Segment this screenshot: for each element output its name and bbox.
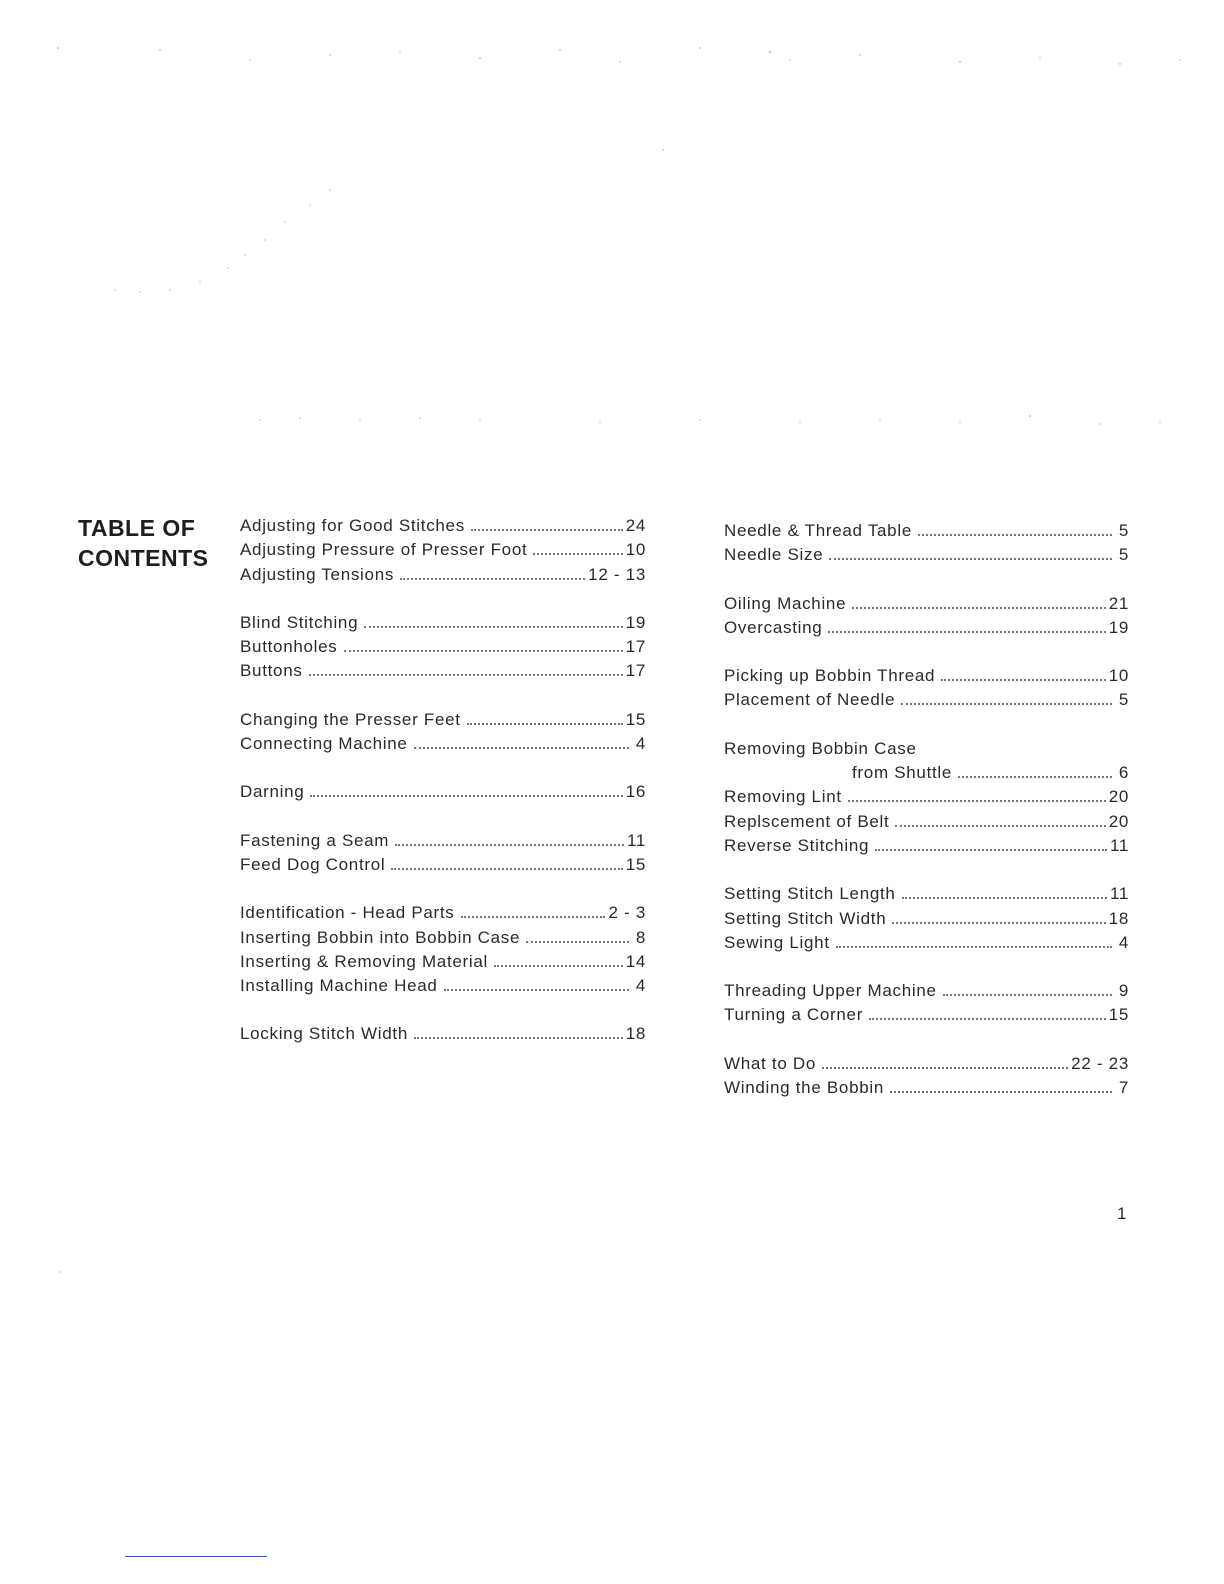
toc-entry <box>724 785 1129 809</box>
toc-entry-page: 16 <box>625 782 646 802</box>
dot-leader <box>471 529 623 531</box>
toc-group <box>724 592 1129 641</box>
dot-leader <box>310 795 622 797</box>
toc-entry-page: 17 <box>625 637 646 657</box>
toc-entry <box>724 907 1129 931</box>
toc-entry <box>240 659 646 683</box>
toc-entry-label: Sewing Light <box>724 932 830 952</box>
toc-entry-label: Replscement of Belt <box>724 811 890 831</box>
toc-entry <box>240 563 646 587</box>
toc-entry-page: 15 <box>625 854 646 874</box>
toc-entry-page: 18 <box>1108 908 1129 928</box>
toc-entry <box>240 1022 646 1046</box>
toc-entry-page: 22 - 23 <box>1071 1053 1129 1073</box>
page-number: 1 <box>1117 1204 1127 1223</box>
toc-entry <box>724 592 1129 616</box>
dot-leader <box>309 674 623 676</box>
toc-group <box>240 780 646 804</box>
dot-leader <box>364 626 622 628</box>
toc-left-column <box>240 514 646 1071</box>
heading-line-2: CONTENTS <box>78 545 209 571</box>
toc-entry-label: Inserting & Removing Material <box>240 951 489 971</box>
toc-entry-label: Feed Dog Control <box>240 854 386 874</box>
toc-entry-label: Needle Size <box>724 545 824 565</box>
toc-entry <box>724 737 1129 761</box>
toc-entry <box>240 732 646 756</box>
dot-leader <box>828 631 1105 633</box>
toc-entry-page: 12 - 13 <box>588 564 646 584</box>
dot-leader <box>852 607 1105 609</box>
toc-entry-label: Picking up Bobbin Thread <box>724 666 936 686</box>
toc-entry-label: Locking Stitch Width <box>240 1024 409 1044</box>
toc-entry <box>240 708 646 732</box>
toc-entry-page: 7 <box>1118 1078 1129 1098</box>
toc-entry <box>240 829 646 853</box>
dot-leader <box>869 1018 1106 1020</box>
dot-leader <box>918 534 1112 536</box>
dot-leader <box>414 1037 623 1039</box>
toc-entry <box>240 611 646 635</box>
toc-entry <box>724 664 1129 688</box>
dot-leader <box>822 1067 1068 1069</box>
toc-entry-page: 17 <box>625 661 646 681</box>
toc-entry <box>240 780 646 804</box>
toc-entry <box>724 688 1129 712</box>
dot-leader <box>848 800 1106 802</box>
dot-leader <box>892 922 1105 924</box>
dot-leader <box>526 941 629 943</box>
toc-entry-page: 5 <box>1118 545 1129 565</box>
toc-entry-label: Adjusting Tensions <box>240 564 395 584</box>
toc-entry-label: Needle & Thread Table <box>724 521 912 540</box>
toc-entry-page: 2 - 3 <box>608 903 646 923</box>
toc-entry-page: 19 <box>1108 617 1129 637</box>
toc-entry-label: Buttons <box>240 661 303 681</box>
dot-leader <box>494 965 623 967</box>
toc-entry-page: 18 <box>625 1024 646 1044</box>
toc-entry-label: Fastening a Seam <box>240 830 390 850</box>
toc-entry-page: 4 <box>635 734 646 754</box>
toc-entry-label: Buttonholes <box>240 637 338 657</box>
toc-entry-label: Connecting Machine <box>240 734 408 754</box>
toc-entry <box>240 950 646 974</box>
toc-entry <box>724 616 1129 640</box>
dot-leader <box>895 825 1105 827</box>
toc-entry-page: 19 <box>625 612 646 632</box>
toc-right-column <box>724 519 1129 1124</box>
toc-entry <box>240 514 646 538</box>
dot-leader <box>395 844 624 846</box>
toc-entry <box>724 761 1129 785</box>
toc-entry-label: Darning <box>240 782 305 802</box>
scan-edge-line <box>125 1556 267 1557</box>
toc-entry <box>724 834 1129 858</box>
toc-entry-label: Oiling Machine <box>724 593 847 613</box>
toc-entry-label: Inserting Bobbin into Bobbin Case <box>240 927 521 947</box>
toc-group <box>724 1052 1129 1101</box>
toc-entry-label: Turning a Corner <box>724 1005 864 1025</box>
toc-entry-page: 11 <box>1109 835 1129 855</box>
dot-leader <box>902 897 1107 899</box>
toc-entry <box>240 974 646 998</box>
toc-entry-page: 9 <box>1118 981 1129 1001</box>
toc-entry-page: 6 <box>1118 763 1129 783</box>
toc-entry-label: Installing Machine Head <box>240 976 438 996</box>
dot-leader <box>467 723 623 725</box>
toc-group <box>724 664 1129 713</box>
toc-entry <box>240 635 646 659</box>
toc-entry-label: Identification - Head Parts <box>240 903 455 923</box>
toc-entry <box>240 853 646 877</box>
toc-group <box>724 519 1129 568</box>
toc-entry-label: Placement of Needle <box>724 690 896 710</box>
heading-line-1: TABLE OF <box>78 515 196 541</box>
toc-entry <box>724 810 1129 834</box>
toc-entry-label: Changing the Presser Feet <box>240 709 461 729</box>
toc-entry <box>724 1052 1129 1076</box>
toc-entry <box>724 931 1129 955</box>
dot-leader <box>890 1091 1112 1093</box>
table-of-contents-heading <box>78 513 209 573</box>
toc-entry-page: 10 <box>625 540 646 560</box>
toc-entry-label: What to Do <box>724 1053 817 1073</box>
dot-leader <box>400 578 585 580</box>
dot-leader <box>901 703 1112 705</box>
toc-entry-page: 20 <box>1108 787 1129 807</box>
toc-group <box>724 979 1129 1028</box>
dot-leader <box>533 553 622 555</box>
toc-entry <box>724 543 1129 567</box>
toc-entry-page: 8 <box>635 927 646 947</box>
toc-entry-page: 15 <box>1108 1005 1129 1025</box>
toc-entry <box>240 901 646 925</box>
dot-leader <box>836 946 1112 948</box>
toc-entry-page: 10 <box>1108 666 1129 686</box>
dot-leader <box>414 747 629 749</box>
toc-group <box>240 829 646 878</box>
toc-entry <box>724 519 1129 543</box>
toc-entry-label: Adjusting Pressure of Presser Foot <box>240 540 528 560</box>
toc-entry <box>724 1003 1129 1027</box>
toc-entry-page: 4 <box>1118 932 1129 952</box>
toc-entry-page: 5 <box>1118 690 1129 710</box>
toc-entry-page: 21 <box>1108 593 1129 613</box>
toc-entry-page: 24 <box>625 516 646 535</box>
toc-entry-label: Adjusting for Good Stitches <box>240 516 465 535</box>
toc-entry <box>240 926 646 950</box>
toc-entry-page: 11 <box>626 830 646 850</box>
toc-entry <box>724 882 1129 906</box>
toc-group <box>240 611 646 684</box>
dot-leader <box>344 650 623 652</box>
toc-group <box>240 514 646 587</box>
dot-leader <box>875 849 1107 851</box>
toc-group <box>240 708 646 757</box>
toc-group <box>724 737 1129 858</box>
toc-group <box>724 882 1129 955</box>
dot-leader <box>943 994 1112 996</box>
toc-group <box>240 1022 646 1046</box>
toc-entry <box>724 1076 1129 1100</box>
toc-entry <box>240 538 646 562</box>
toc-entry <box>724 979 1129 1003</box>
dot-leader <box>941 679 1106 681</box>
toc-group <box>240 901 646 998</box>
toc-entry-page: 5 <box>1118 521 1129 540</box>
toc-entry-label: Setting Stitch Length <box>724 884 896 904</box>
toc-entry-label: Blind Stitching <box>240 612 359 632</box>
dot-leader <box>391 868 622 870</box>
toc-entry-label: Removing Bobbin Case <box>724 738 917 758</box>
toc-entry-label: from Shuttle <box>852 763 953 783</box>
toc-entry-label: Setting Stitch Width <box>724 908 887 928</box>
toc-entry-page: 20 <box>1108 811 1129 831</box>
toc-entry-page: 11 <box>1109 884 1129 904</box>
toc-entry-label: Overcasting <box>724 617 823 637</box>
dot-leader <box>958 776 1112 778</box>
toc-entry-label: Reverse Stitching <box>724 835 870 855</box>
toc-entry-label: Winding the Bobbin <box>724 1078 885 1098</box>
toc-entry-page: 14 <box>625 951 646 971</box>
dot-leader <box>461 916 606 918</box>
toc-entry-page: 4 <box>635 976 646 996</box>
toc-entry-page: 15 <box>625 709 646 729</box>
dot-leader <box>444 989 629 991</box>
dot-leader <box>829 558 1112 560</box>
toc-entry-label: Threading Upper Machine <box>724 981 937 1001</box>
toc-entry-label: Removing Lint <box>724 787 842 807</box>
